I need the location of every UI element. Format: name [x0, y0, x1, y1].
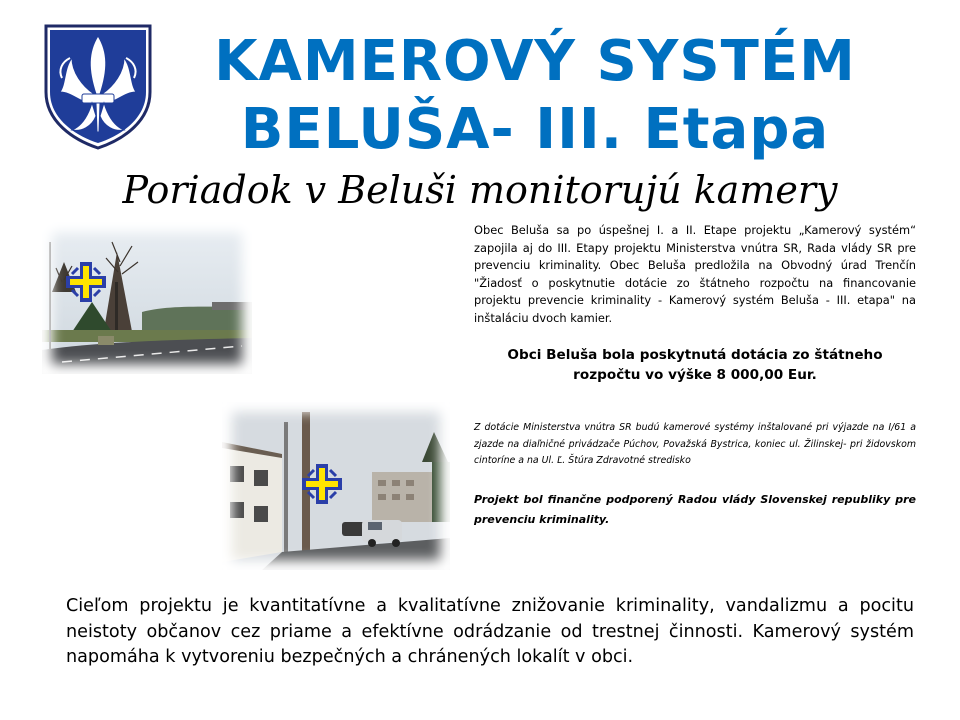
fleur-de-lis-crest-icon [42, 22, 154, 150]
intro-paragraph: Obec Beluša sa po úspešnej I. a II. Etape projektu „Kamerový systém“ zapojila aj do III. Etapy projektu Ministerstva vnútra SR, Rada vlády SR pre prevenciu kriminality. Obec Beluša predložila na Obvodný úrad Trenčín "Žiadosť o poskytnutie dotácie zo štátneho rozpočtu na financovanie projektu prevencie kriminality - Kamerový systém Beluša - III. etapa" na inštaláciu dvoch kamier. [474, 223, 916, 325]
grant-line2: rozpočtu vo výške 8 000,00 Eur. [573, 367, 817, 383]
project-goal-paragraph: Cieľom projektu je kvantitatívne a kvalitatívne znižovanie kriminality, vandalizmu a pocitu neistoty občanov cez priame a efektívne odrádzanie od trestnej činnosti. Kamerový systém napomáha k vytvoreniu bezpečných a chránených lokalít v obci. [66, 596, 914, 668]
installation-details: Z dotácie Ministerstva vnútra SR budú kamerové systémy inštalované pri výjazde na I/61 a zjazde na diaľničné privádzače Púchov, Považská Bystrica, koniec ul. Žilinskej- pri židovskom cintoríne a na Ul. Ľ. Štúra Zdravotné stredisko [474, 422, 916, 467]
camera-cross-icon [64, 260, 108, 304]
page-subtitle: Poriadok v Beluši monitorujú kamery [122, 168, 838, 212]
grant-statement [474, 345, 916, 385]
grant-line1: Obci Beluša bola poskytnutá dotácia zo štátneho [507, 347, 883, 363]
support-statement: Projekt bol finančne podporený Radou vlády Slovenskej republiky pre prevenciu kriminality. [474, 493, 916, 526]
page-title-line1: KAMEROVÝ SYSTÉM [214, 29, 856, 94]
camera-cross-icon [300, 462, 344, 506]
page-title-line2: BELUŠA- III. Etapa [240, 97, 830, 162]
